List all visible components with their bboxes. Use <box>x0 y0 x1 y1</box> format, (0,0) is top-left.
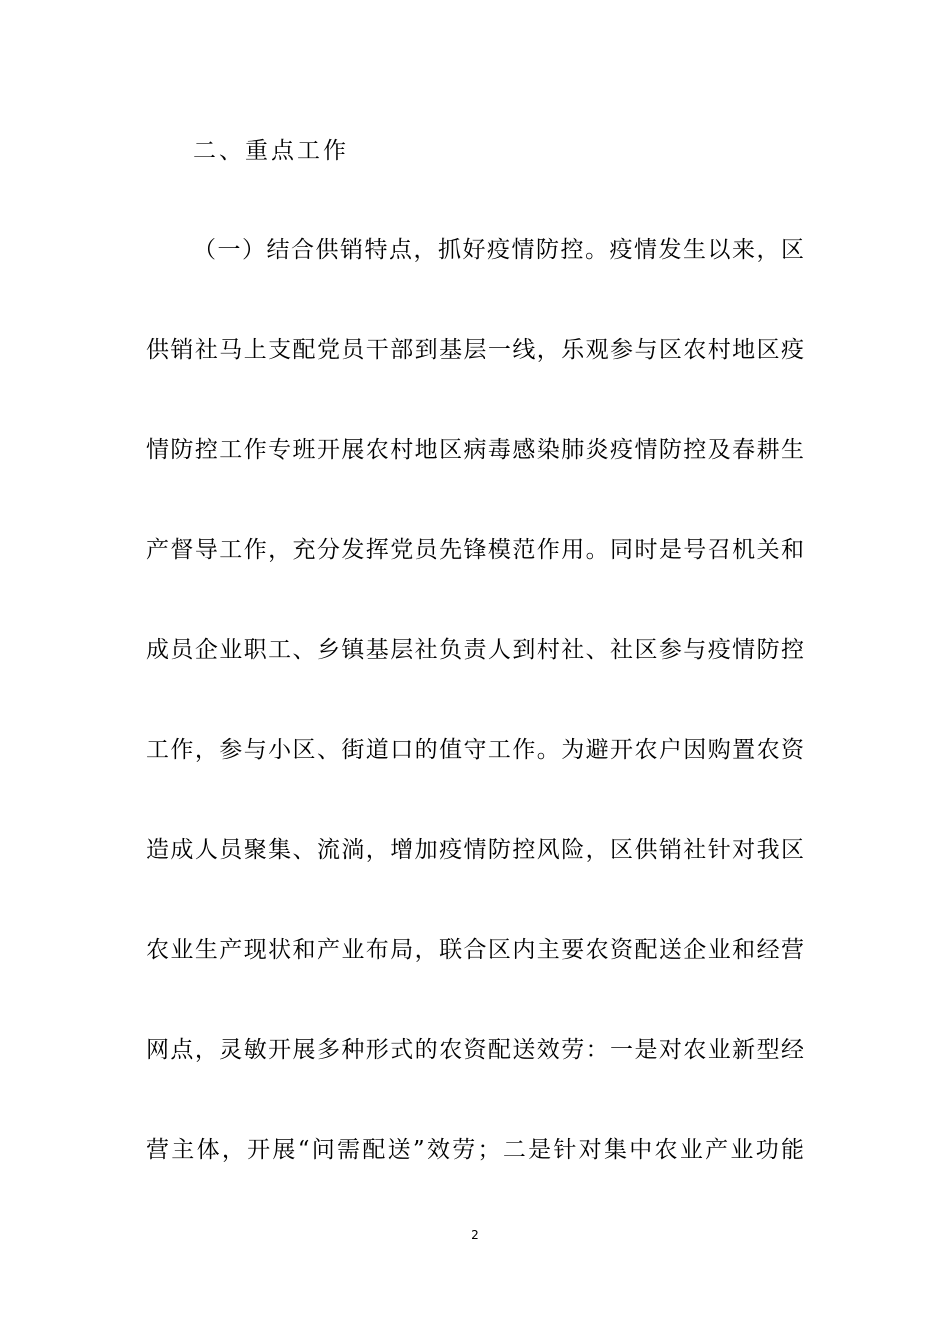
paragraph-line-1: （一）结合供销特点，抓好疫情防控。疫情发生以来，区 <box>193 237 804 263</box>
paragraph-line-9: 网点，灵敏开展多种形式的农资配送效劳：一是对农业新型经 <box>146 1037 804 1063</box>
section-heading: 二、重点工作 <box>193 138 349 164</box>
paragraph-line-5: 成员企业职工、乡镇基层社负责人到村社、社区参与疫情防控 <box>146 637 804 663</box>
paragraph-line-3: 情防控工作专班开展农村地区病毒感染肺炎疫情防控及春耕生 <box>146 437 804 463</box>
paragraph-line-2: 供销社马上支配党员干部到基层一线，乐观参与区农村地区疫 <box>146 337 804 363</box>
page-number: 2 <box>471 1228 479 1242</box>
paragraph-line-7: 造成人员聚集、流淌，增加疫情防控风险，区供销社针对我区 <box>146 837 804 863</box>
paragraph-line-6: 工作，参与小区、街道口的值守工作。为避开农户因购置农资 <box>146 737 804 763</box>
paragraph-line-8: 农业生产现状和产业布局，联合区内主要农资配送企业和经营 <box>146 937 804 963</box>
paragraph-line-10: 营主体，开展“问需配送”效劳；二是针对集中农业产业功能 <box>146 1137 804 1163</box>
paragraph-line-4: 产督导工作，充分发挥党员先锋模范作用。同时是号召机关和 <box>146 537 804 563</box>
